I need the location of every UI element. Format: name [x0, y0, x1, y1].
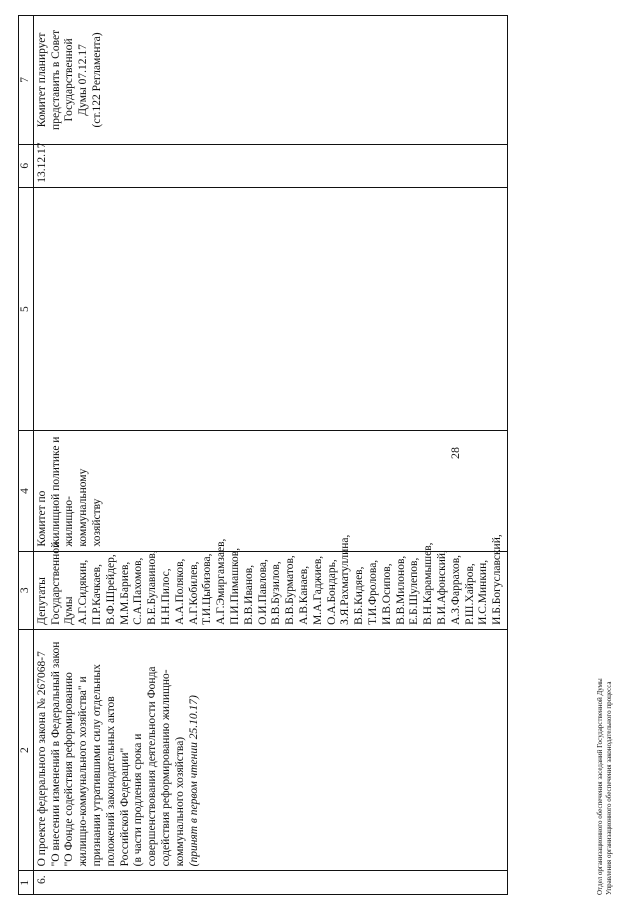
author-line: О.И.Павлова, [256, 559, 269, 625]
bill-title-line: признании утратившими силу отдельных [90, 664, 103, 867]
author-line: И.Б.Богуславский, [491, 534, 504, 625]
author-line: И.С.Минкин, [477, 559, 490, 625]
first-reading-note: (принят в первом чтении 25.10.17) [187, 695, 200, 867]
author-line: П.Р.Качкаев, [90, 564, 103, 625]
header-col-7: 7 [19, 16, 34, 145]
header-col-3: 3 [19, 551, 34, 629]
author-line: Т.И.Фролова, [366, 559, 379, 625]
author-line: М.М.Бариев, [118, 561, 131, 625]
bill-title-line: Российской Федерации" [118, 747, 131, 867]
author-line: О.А.Бондарь, [325, 559, 338, 625]
bill-title-line: положений законодательных актов [104, 696, 117, 867]
header-col-1: 1 [19, 871, 34, 895]
page-number: 28 [448, 447, 462, 459]
author-line: Н.Н.Пилос, [159, 568, 172, 625]
header-col-2: 2 [19, 629, 34, 870]
author-line: Е.Б.Шулепов, [408, 557, 421, 625]
bill-title-line: совершенствования деятельности Фонда [146, 666, 159, 867]
plan-cell [33, 16, 507, 145]
committee-line: Комитет по [35, 490, 48, 547]
author-line: А.В.Канаев, [297, 565, 310, 625]
bill-title-line: "О Фонде содействия реформированию [63, 672, 76, 867]
committee-line: жилищно- [63, 495, 76, 547]
bill-title-line: коммунального хозяйства) [173, 736, 186, 867]
author-line: В.В.Бурматов, [284, 555, 297, 625]
committee-line: жилищной политике и [49, 436, 62, 547]
author-line: П.И.Пимашков, [228, 547, 241, 625]
author-line: Государственной [49, 541, 62, 625]
table-row [33, 16, 507, 895]
header-col-5: 5 [19, 187, 34, 431]
author-line: В.Е.Булавинов, [146, 550, 159, 625]
bill-title-line: "О внесении изменений в Федеральный закон [49, 641, 62, 867]
author-line: В.В.Иванов, [242, 564, 255, 625]
table-header-row [19, 16, 34, 895]
author-line: В.В.Бузилов, [270, 561, 283, 625]
row-number: 6. [33, 871, 507, 895]
author-line: В.Б.Кидяев, [353, 566, 366, 625]
footer-line-2: Управления организационного обеспечения законодательного процесса [605, 681, 614, 895]
column-5-cell [33, 187, 507, 431]
author-line: И.В.Осипов, [380, 563, 393, 625]
header-col-4: 4 [19, 431, 34, 551]
footer-line-1: Отдел организационного обеспечения заседаний Государственной Думы [596, 678, 604, 895]
author-line: Думы [63, 596, 76, 625]
bill-title-line: (в части продления срока и [132, 733, 145, 867]
author-line: В.Ф.Шрейдер, [104, 554, 117, 625]
author-line: А.Г.Кобилев, [187, 561, 200, 625]
author-line: Т.И.Цыбизова, [201, 553, 214, 625]
bill-title-cell [33, 629, 507, 870]
plan-line: (ст.122 Регламента) [90, 32, 103, 128]
plan-line: Думы 07.12.17 [77, 44, 90, 116]
author-line: В.Н.Карамышев, [422, 542, 435, 625]
plan-line: Государственной [63, 38, 76, 122]
plan-line: представить в Совет [49, 29, 62, 130]
committee-cell [33, 431, 507, 551]
author-line: А.Г.Эмиргамзаев, [215, 538, 228, 625]
bills-table [18, 15, 508, 895]
author-line: М.А.Гаджиев, [311, 555, 324, 625]
author-line: А.З.Фаррахов, [449, 554, 462, 625]
bill-title-line: жилищно-коммунального хозяйства" и [77, 676, 90, 867]
author-line: С.А.Пахомов, [132, 557, 145, 625]
author-line: А.А.Поляков, [173, 558, 186, 625]
plan-line: Комитет планирует [35, 32, 48, 128]
footer [596, 678, 615, 895]
author-line: А.Г.Сидякин, [77, 559, 90, 625]
author-line: В.И.Афонский, [435, 550, 448, 625]
bill-title-line: О проекте федерального закона № 267068-7 [35, 651, 48, 867]
date-cell: 13.12.17 [33, 144, 507, 187]
author-line: З.Я.Рахматуллина, [339, 534, 352, 625]
author-line: Депутаты [35, 577, 48, 625]
header-col-6: 6 [19, 144, 34, 187]
author-line: В.В.Милонов, [394, 555, 407, 625]
committee-line: коммунальному [77, 468, 90, 547]
bill-title-line: содействия реформированию жилищно- [159, 669, 172, 867]
author-line: Р.Ш.Хайров, [463, 563, 476, 625]
authors-cell [33, 534, 507, 629]
committee-line: хозяйству [90, 498, 103, 547]
